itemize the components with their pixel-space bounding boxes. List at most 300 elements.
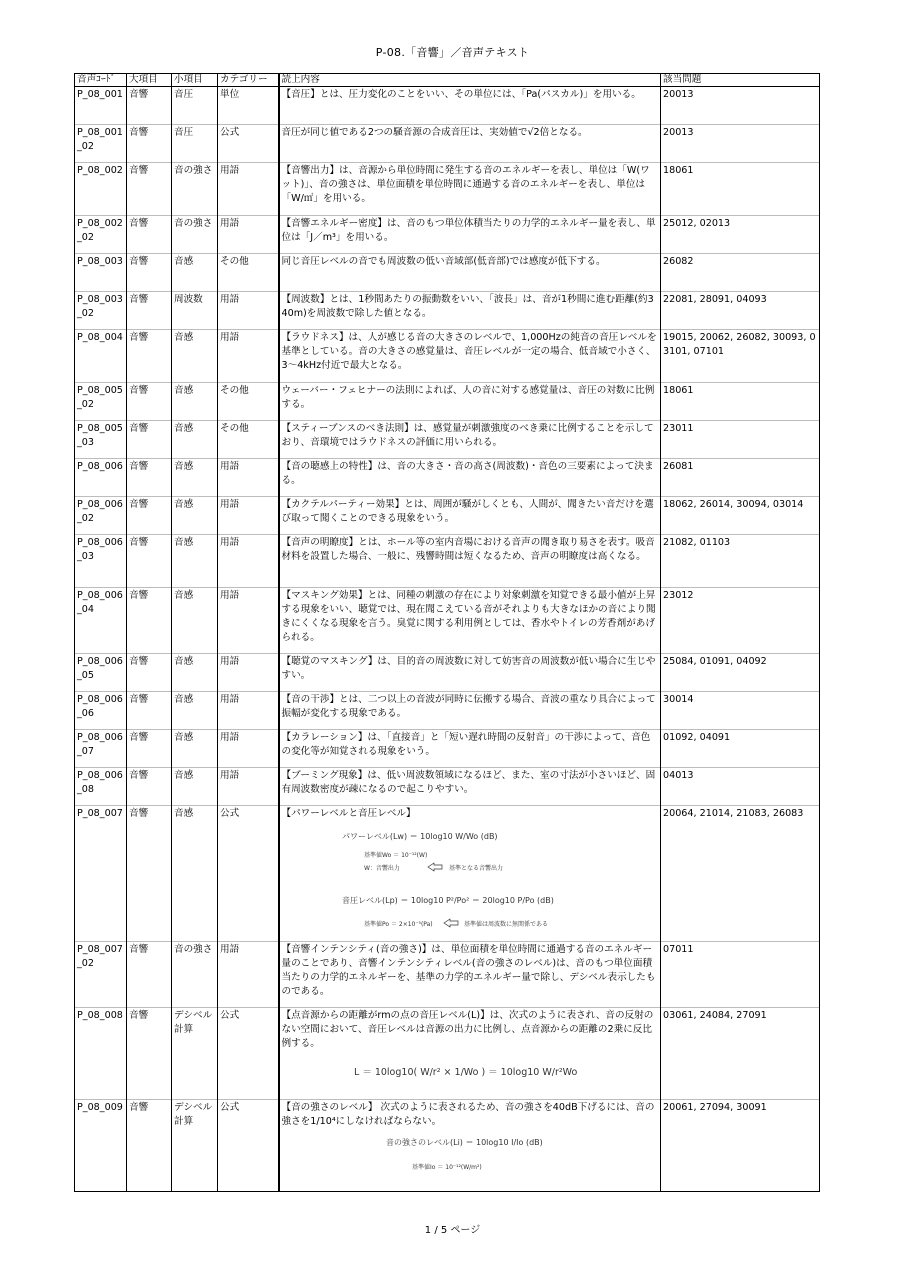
arrow-left-icon	[444, 919, 458, 927]
formula-power-and-pressure-level	[282, 825, 658, 933]
row-major-item-value: 音響	[129, 89, 149, 100]
row-code-value: P_08_006_07	[77, 732, 123, 757]
row-major-item	[127, 87, 172, 125]
row-category	[218, 163, 279, 216]
row-minor-item	[172, 768, 218, 806]
row-code	[75, 692, 127, 730]
row-major-item	[127, 1008, 172, 1100]
row-read-text-value: 【マスキング効果】とは、同種の刺激の存在により対象刺激を知覚できる最小値が上昇する現象をいい、聴覚では、現在聞こえている音がそれよりも大きなほかの音により聞きにくくなる現象を言う。臭覚に関する利用例としては、香水やトイレの芳香剤があげられる。	[281, 590, 656, 643]
row-problems	[661, 254, 820, 292]
row-code	[75, 216, 127, 254]
row-problems	[661, 87, 820, 125]
row-problems	[661, 1100, 820, 1192]
row-category-value: 単位	[220, 89, 240, 100]
row-read-text-value: 【音響エネルギー密度】は、音のもつ単位体積当たりの力学的エネルギー量を表し、単位は「J／m³」を用いる。	[281, 218, 656, 243]
row-code-value: P_08_002	[77, 165, 123, 176]
row-category-value: 用語	[220, 537, 240, 548]
row-problems	[661, 730, 820, 768]
row-major-item-value: 音響	[129, 944, 149, 955]
formula-intensity-level	[282, 1133, 658, 1177]
row-read-text-value: 音圧が同じ値である2つの騒音源の合成音圧は、実効値で√2倍となる。	[281, 127, 588, 138]
formula-w-note: W：音響出力	[363, 865, 400, 872]
row-category	[218, 421, 279, 459]
row-problems-value: 07011	[663, 944, 694, 955]
row-category	[218, 1100, 279, 1192]
row-minor-item	[172, 1008, 218, 1100]
row-read-text	[279, 654, 661, 692]
formula-po-reference: 基準値Po ＝ 2×10⁻⁵(Pa)	[363, 921, 433, 928]
row-code-value: P_08_006_03	[77, 537, 123, 562]
row-problems-value: 26082	[663, 256, 694, 267]
row-category-value: 用語	[220, 770, 240, 781]
row-major-item	[127, 292, 172, 330]
table-row	[75, 588, 820, 654]
row-major-item	[127, 421, 172, 459]
row-minor-item-value: デシベル計算	[174, 1102, 213, 1127]
row-category	[218, 459, 279, 497]
row-read-text	[279, 1008, 661, 1100]
row-major-item	[127, 125, 172, 163]
row-category	[218, 942, 279, 1008]
row-major-item-value: 音響	[129, 656, 149, 667]
row-major-item	[127, 806, 172, 942]
page-title: P-08.「音響」／音声テキスト	[375, 46, 530, 59]
row-major-item-value: 音響	[129, 256, 149, 267]
table-row	[75, 806, 820, 942]
row-read-text-value: 【ブーミング現象】は、低い周波数領域になるほど、また、室の寸法が小さいほど、固有周波数密度が疎になるので起こりやすい。	[281, 770, 656, 795]
row-category-value: 用語	[220, 694, 240, 705]
row-major-item-value: 音響	[129, 694, 149, 705]
row-category	[218, 292, 279, 330]
row-major-item-value: 音響	[129, 332, 149, 343]
table-header-row	[75, 74, 820, 87]
row-problems-value: 25012, 02013	[663, 218, 731, 229]
row-problems	[661, 1008, 820, 1100]
column-header-code: 音声ｺｰﾄﾞ	[75, 74, 127, 87]
row-code-value: P_08_006_05	[77, 656, 123, 681]
row-category	[218, 497, 279, 535]
row-code	[75, 87, 127, 125]
row-problems	[661, 216, 820, 254]
row-minor-item	[172, 535, 218, 588]
row-read-text-value: 【音圧】とは、圧力変化のことをいい、その単位には、「Pa(パスカル)」を用いる。	[281, 89, 641, 100]
row-problems-value: 22081, 28091, 04093	[663, 294, 767, 305]
row-minor-item-value: 音圧	[174, 127, 194, 138]
table-row	[75, 421, 820, 459]
row-problems	[661, 163, 820, 216]
row-category-value: その他	[220, 423, 249, 434]
row-category	[218, 588, 279, 654]
row-code-value: P_08_007_02	[77, 944, 123, 969]
row-problems	[661, 330, 820, 383]
row-minor-item-value: 音の強さ	[174, 944, 213, 955]
row-code	[75, 1100, 127, 1192]
table-row	[75, 768, 820, 806]
row-minor-item-value: 周波数	[174, 294, 203, 305]
row-read-text	[279, 383, 661, 421]
row-code	[75, 292, 127, 330]
row-category-value: 公式	[220, 127, 240, 138]
row-code-value: P_08_007	[77, 808, 123, 819]
row-minor-item	[172, 125, 218, 163]
row-problems	[661, 654, 820, 692]
row-major-item	[127, 216, 172, 254]
row-problems	[661, 459, 820, 497]
row-minor-item-value: 音感	[174, 332, 194, 343]
row-read-text	[279, 330, 661, 383]
row-code-value: P_08_004	[77, 332, 123, 343]
row-major-item-value: 音響	[129, 218, 149, 229]
row-code	[75, 730, 127, 768]
formula-point-source: L ＝ 10log10( W/r² × 1/Wo ) ＝ 10log10 W/r²Wo	[353, 1067, 577, 1078]
row-read-text	[279, 254, 661, 292]
row-major-item-value: 音響	[129, 732, 149, 743]
row-code-value: P_08_002_02	[77, 218, 123, 243]
arrow-left-icon	[428, 863, 442, 871]
row-problems	[661, 942, 820, 1008]
row-category-value: 用語	[220, 218, 240, 229]
row-major-item-value: 音響	[129, 1102, 149, 1113]
row-category	[218, 216, 279, 254]
row-minor-item-value: 音感	[174, 770, 194, 781]
row-major-item	[127, 497, 172, 535]
row-code	[75, 535, 127, 588]
row-read-text	[279, 87, 661, 125]
row-minor-item-value: 音感	[174, 732, 194, 743]
row-minor-item-value: 音感	[174, 423, 194, 434]
row-read-text-value: 【音の聴感上の特性】は、音の大きさ・音の高さ(周波数)・音色の三要素によって決まる。	[281, 461, 654, 486]
row-minor-item	[172, 163, 218, 216]
row-problems-value: 25084, 01091, 04092	[663, 656, 767, 667]
row-minor-item-value: 音の強さ	[174, 165, 213, 176]
row-code	[75, 163, 127, 216]
row-minor-item-value: 音感	[174, 656, 194, 667]
row-read-text	[279, 216, 661, 254]
row-major-item	[127, 459, 172, 497]
row-minor-item-value: 音の強さ	[174, 218, 213, 229]
row-major-item-value: 音響	[129, 499, 149, 510]
row-code-value: P_08_008	[77, 1010, 123, 1021]
formula-power-level: パワーレベル(Lw) ＝ 10log10 W/Wo (dB)	[341, 832, 498, 841]
row-category-value: 用語	[220, 332, 240, 343]
row-major-item-value: 音響	[129, 385, 149, 396]
row-minor-item-value: 音感	[174, 461, 194, 472]
row-read-text-value: 【音声の明瞭度】とは、ホール等の室内音場における音声の聞き取り易さを表す。吸音材料を設置した場合、一般に、残響時間は短くなるため、音声の明瞭度は高くなる。	[281, 537, 655, 562]
row-category-value: 用語	[220, 499, 240, 510]
row-read-text	[279, 292, 661, 330]
row-problems-value: 18062, 26014, 30094, 03014	[663, 499, 804, 510]
row-minor-item	[172, 383, 218, 421]
row-problems-value: 21082, 01103	[663, 537, 731, 548]
row-major-item	[127, 730, 172, 768]
row-problems-value: 19015, 20062, 26082, 30093, 03101, 07101	[663, 332, 816, 357]
row-problems	[661, 692, 820, 730]
row-category-value: その他	[220, 256, 249, 267]
row-code	[75, 588, 127, 654]
row-major-item-value: 音響	[129, 1010, 149, 1021]
row-read-text	[279, 459, 661, 497]
row-code	[75, 330, 127, 383]
table-row	[75, 942, 820, 1008]
table-body	[75, 87, 820, 1192]
table-row	[75, 1100, 820, 1192]
row-read-text-value: 【ラウドネス】は、人が感じる音の大きさのレベルで、1,000Hzの純音の音圧レベルを基準としている。音の大きさの感覚量は、音圧レベルが一定の場合、低音域で小さく、3～4kHz付近で最大となる。	[281, 332, 657, 371]
row-minor-item	[172, 292, 218, 330]
row-code	[75, 383, 127, 421]
row-category	[218, 383, 279, 421]
formula-intensity: 音の強さのレベル(Li) ＝ 10log10 I/Io (dB)	[385, 1138, 543, 1147]
row-major-item-value: 音響	[129, 461, 149, 472]
row-read-text-value: 【カクテルパーティー効果】とは、周囲が騒がしくとも、人間が、聞きたい音だけを選び取って聞くことのできる現象をいう。	[281, 499, 654, 524]
row-major-item-value: 音響	[129, 165, 149, 176]
voice-text-table	[74, 73, 820, 1192]
row-read-text	[279, 535, 661, 588]
row-code-value: P_08_005_03	[77, 423, 123, 448]
row-problems-value: 26081	[663, 461, 694, 472]
row-minor-item-value: 音圧	[174, 89, 194, 100]
row-problems	[661, 588, 820, 654]
row-read-text-value: 【パワーレベルと音圧レベル】	[281, 808, 416, 819]
row-minor-item	[172, 497, 218, 535]
row-minor-item	[172, 692, 218, 730]
formula-block	[282, 1055, 659, 1092]
row-minor-item	[172, 1100, 218, 1192]
table-row	[75, 163, 820, 216]
row-problems	[661, 383, 820, 421]
row-major-item-value: 音響	[129, 808, 149, 819]
row-read-text-value: 【聴覚のマスキング】は、目的音の周波数に対して妨害音の周波数が低い場合に生じやすい。	[281, 656, 656, 681]
row-major-item-value: 音響	[129, 590, 149, 601]
table-row	[75, 216, 820, 254]
row-problems-value: 20013	[663, 127, 694, 138]
row-problems	[661, 497, 820, 535]
page-number: 1 / 5 ページ	[424, 1225, 481, 1236]
formula-point-source-level	[282, 1055, 658, 1087]
row-code-value: P_08_006_04	[77, 590, 123, 615]
row-code	[75, 806, 127, 942]
row-read-text	[279, 692, 661, 730]
row-major-item	[127, 768, 172, 806]
row-major-item	[127, 330, 172, 383]
row-category-value: 用語	[220, 944, 240, 955]
row-major-item-value: 音響	[129, 294, 149, 305]
row-problems-value: 03061, 24084, 27091	[663, 1010, 767, 1021]
column-header-text: 読上内容	[279, 74, 661, 87]
row-category	[218, 806, 279, 942]
table-row	[75, 254, 820, 292]
column-header-category: カテゴリー	[218, 74, 279, 87]
row-major-item-value: 音響	[129, 537, 149, 548]
row-minor-item	[172, 459, 218, 497]
row-code-value: P_08_006_02	[77, 499, 123, 524]
row-category-value: 用語	[220, 165, 240, 176]
row-major-item	[127, 163, 172, 216]
row-category	[218, 125, 279, 163]
row-problems-value: 01092, 04091	[663, 732, 731, 743]
row-major-item	[127, 654, 172, 692]
row-code-value: P_08_003_02	[77, 294, 123, 319]
row-category	[218, 654, 279, 692]
row-read-text-value: 【音響出力】は、音源から単位時間に発生する音のエネルギーを表し、単位は「W(ワット)」、音の強さは、単位面積を単位時間に通過する音のエネルギーを表し、単位は「W/㎡」を用いる。	[281, 165, 650, 204]
row-minor-item	[172, 588, 218, 654]
row-problems	[661, 421, 820, 459]
table-row	[75, 87, 820, 125]
row-read-text-value: 【周波数】とは、1秒間あたりの振動数をいい、「波長」は、音が1秒間に進む距離(約340m)を周波数で除した値となる。	[281, 294, 654, 319]
formula-block	[282, 1133, 659, 1182]
row-code-value: P_08_009	[77, 1102, 123, 1113]
row-category-value: 公式	[220, 808, 240, 819]
row-code-value: P_08_006	[77, 461, 123, 472]
row-category-value: 用語	[220, 294, 240, 305]
column-header-minor: 小項目	[172, 74, 218, 87]
table-row	[75, 292, 820, 330]
row-read-text	[279, 806, 661, 942]
row-minor-item	[172, 254, 218, 292]
formula-block	[282, 825, 659, 938]
row-problems	[661, 292, 820, 330]
table-row	[75, 459, 820, 497]
row-category-value: その他	[220, 385, 249, 396]
row-code	[75, 497, 127, 535]
table-row	[75, 330, 820, 383]
row-read-text	[279, 588, 661, 654]
row-problems	[661, 768, 820, 806]
row-read-text	[279, 730, 661, 768]
row-minor-item	[172, 216, 218, 254]
row-category-value: 公式	[220, 1102, 240, 1113]
row-code	[75, 942, 127, 1008]
row-problems-value: 30014	[663, 694, 694, 705]
row-read-text	[279, 497, 661, 535]
row-code	[75, 459, 127, 497]
row-category	[218, 768, 279, 806]
row-minor-item	[172, 654, 218, 692]
row-read-text-value: 【カラレーション】は、「直接音」と「短い遅れ時間の反射音」の干渉によって、音色の変化等が知覚される現象をいう。	[281, 732, 651, 757]
row-category	[218, 535, 279, 588]
row-code-value: P_08_003	[77, 256, 123, 267]
row-read-text	[279, 942, 661, 1008]
formula-pressure-level: 音圧レベル(Lp) ＝ 10log10 P²/Po² ＝ 20log10 P/Po (dB)	[341, 896, 554, 905]
table-row	[75, 1008, 820, 1100]
row-major-item	[127, 535, 172, 588]
row-problems-value: 20061, 27094, 30091	[663, 1102, 767, 1113]
row-read-text-value: 【音の干渉】とは、二つ以上の音波が同時に伝搬する場合、音波の重なり具合によって振幅が変化する現象である。	[281, 694, 656, 719]
table-row	[75, 125, 820, 163]
row-category	[218, 87, 279, 125]
row-problems	[661, 806, 820, 942]
column-header-problems: 該当問題	[661, 74, 820, 87]
row-major-item	[127, 692, 172, 730]
row-minor-item-value: 音感	[174, 385, 194, 396]
row-code	[75, 254, 127, 292]
row-major-item	[127, 588, 172, 654]
table-row	[75, 497, 820, 535]
row-read-text	[279, 125, 661, 163]
row-minor-item	[172, 730, 218, 768]
row-code	[75, 1008, 127, 1100]
row-category	[218, 1008, 279, 1100]
row-major-item-value: 音響	[129, 423, 149, 434]
row-minor-item	[172, 87, 218, 125]
row-category-value: 用語	[220, 461, 240, 472]
row-code-value: P_08_001	[77, 89, 123, 100]
row-read-text-value: ウェーバー・フェヒナーの法則によれば、人の音に対する感覚量は、音圧の対数に比例する。	[281, 385, 655, 410]
table-row	[75, 654, 820, 692]
row-minor-item-value: 音感	[174, 256, 194, 267]
row-category-value: 用語	[220, 590, 240, 601]
row-problems-value: 23011	[663, 423, 694, 434]
row-category	[218, 330, 279, 383]
formula-wo-reference: 基準値Wo ＝ 10⁻¹²(W)	[363, 852, 427, 859]
row-minor-item-value: 音感	[174, 694, 194, 705]
row-minor-item	[172, 806, 218, 942]
row-major-item-value: 音響	[129, 127, 149, 138]
row-problems-value: 04013	[663, 770, 694, 781]
row-major-item	[127, 1100, 172, 1192]
row-category	[218, 692, 279, 730]
row-problems-value: 20064, 21014, 21083, 26083	[663, 808, 804, 819]
row-minor-item-value: 音感	[174, 808, 194, 819]
row-problems-value: 20013	[663, 89, 694, 100]
row-code-value: P_08_001_02	[77, 127, 123, 152]
row-problems-value: 18061	[663, 165, 694, 176]
row-minor-item	[172, 421, 218, 459]
row-code-value: P_08_006_08	[77, 770, 123, 795]
row-major-item-value: 音響	[129, 770, 149, 781]
table-row	[75, 383, 820, 421]
row-major-item	[127, 383, 172, 421]
row-read-text-value: 【スティーブンスのべき法則】は、感覚量が刺激強度のべき乗に比例することを示しており、音環境ではラウドネスの評価に用いられる。	[281, 423, 654, 448]
row-read-text-value: 【音響インテンシティ(音の強さ)】は、単位面積を単位時間に通過する音のエネルギー量のことであり、音響インテンシティレベル(音の強さのレベル)は、音のもつ単位面積当たりの力学的エネルギーを、基準の力学的エネルギー量で除し、デシベル表示したものである。	[281, 944, 656, 997]
row-read-text	[279, 768, 661, 806]
row-code	[75, 768, 127, 806]
row-code	[75, 421, 127, 459]
row-read-text-value: 同じ音圧レベルの音でも周波数の低い音域部(低音部)では感度が低下する。	[281, 256, 606, 267]
formula-io-reference: 基準値Io ＝ 10⁻¹²(W/m²)	[411, 1164, 482, 1171]
row-category	[218, 730, 279, 768]
row-minor-item	[172, 330, 218, 383]
formula-wo-note: 基準となる音響出力	[448, 865, 503, 872]
row-read-text	[279, 421, 661, 459]
row-code	[75, 654, 127, 692]
row-major-item	[127, 254, 172, 292]
row-read-text-value: 【点音源からの距離がrmの点の音圧レベル(L)】は、次式のように表され、音の反射のない空間において、音圧レベルは音源の出力に比例し、点音源からの距離の2乗に反比例する。	[281, 1010, 654, 1049]
row-minor-item	[172, 942, 218, 1008]
row-problems	[661, 535, 820, 588]
row-minor-item-value: デシベル計算	[174, 1010, 213, 1035]
row-category-value: 公式	[220, 1010, 240, 1021]
row-code-value: P_08_005_02	[77, 385, 123, 410]
formula-po-note: 基準値は周波数に無関係である	[463, 921, 548, 928]
table-row	[75, 692, 820, 730]
row-read-text	[279, 163, 661, 216]
row-category-value: 用語	[220, 732, 240, 743]
row-problems	[661, 125, 820, 163]
table-row	[75, 730, 820, 768]
table-row	[75, 535, 820, 588]
row-code-value: P_08_006_06	[77, 694, 123, 719]
row-minor-item-value: 音感	[174, 499, 194, 510]
row-category	[218, 254, 279, 292]
row-read-text	[279, 1100, 661, 1192]
row-code	[75, 125, 127, 163]
row-category-value: 用語	[220, 656, 240, 667]
row-problems-value: 23012	[663, 590, 694, 601]
column-header-major: 大項目	[127, 74, 172, 87]
row-minor-item-value: 音感	[174, 590, 194, 601]
row-major-item	[127, 942, 172, 1008]
row-minor-item-value: 音感	[174, 537, 194, 548]
